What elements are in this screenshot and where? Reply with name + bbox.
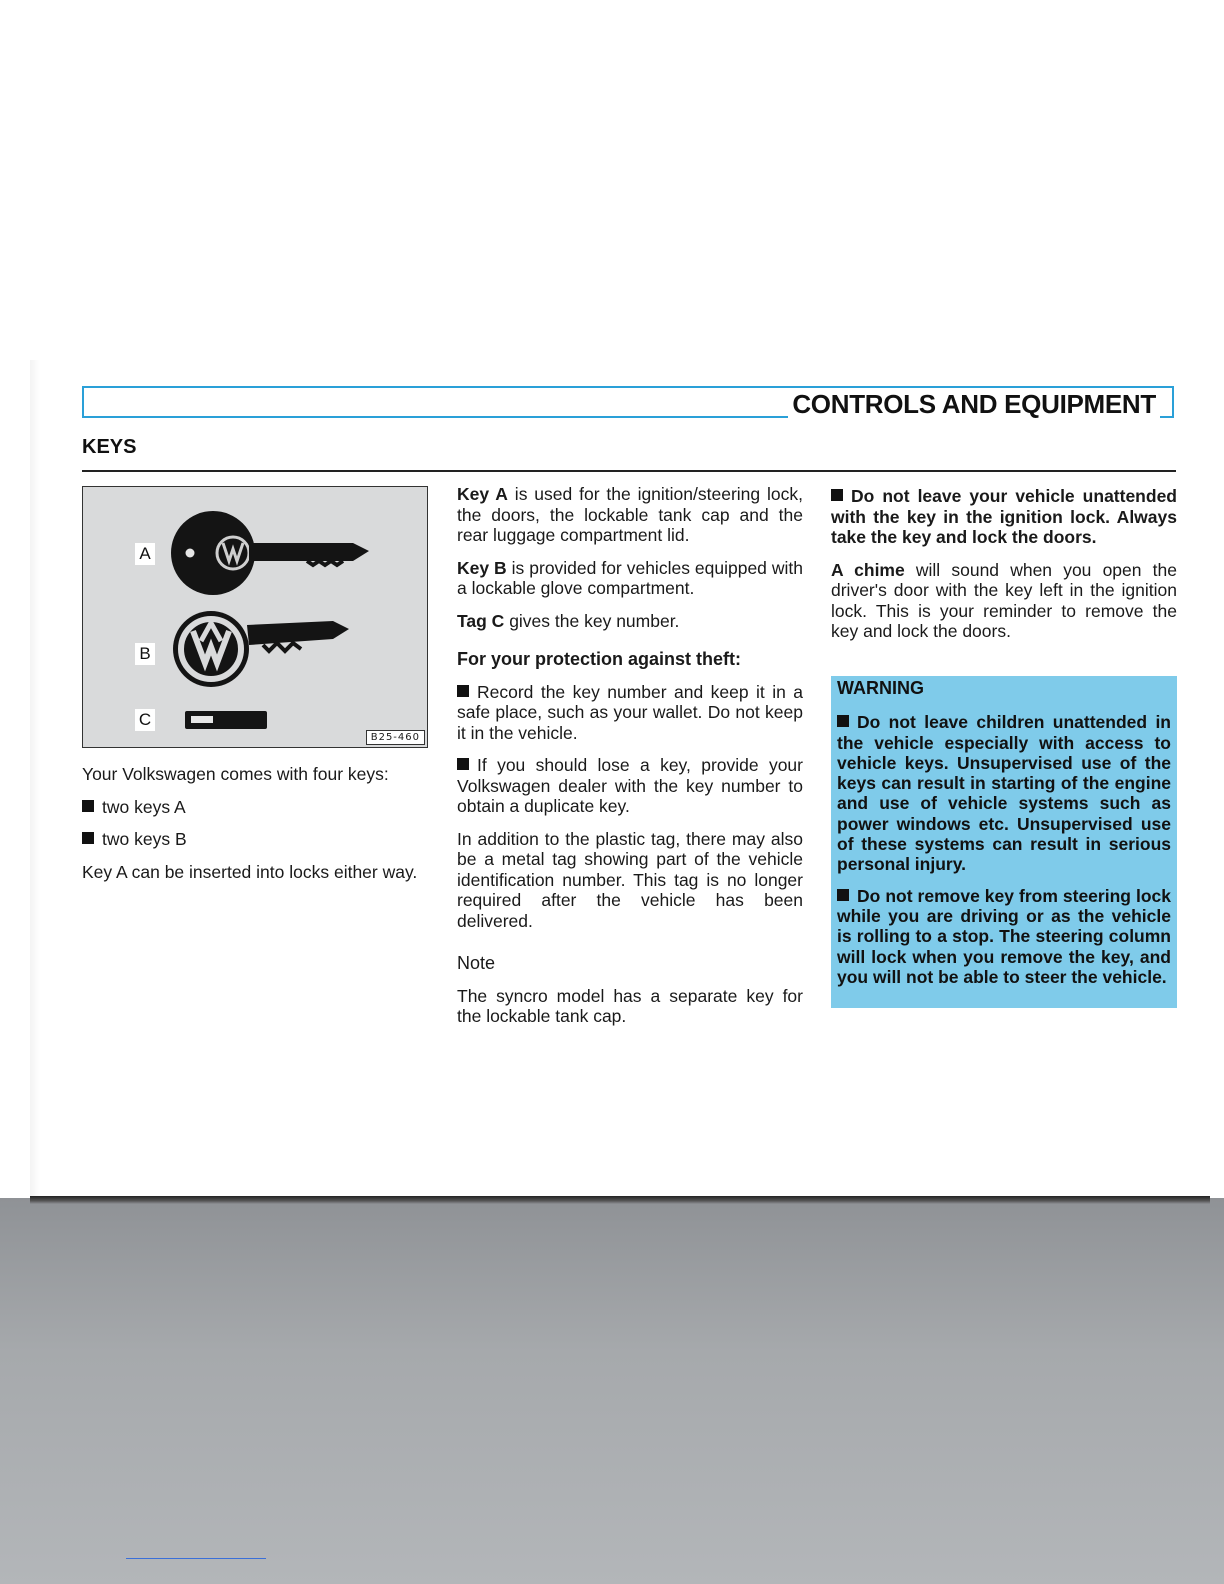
chapter-title: CONTROLS AND EQUIPMENT — [788, 389, 1160, 420]
tag-c-text: gives the key number. — [504, 610, 680, 631]
keys-figure — [82, 486, 428, 748]
warning-text: Do not leave children unattended in the vehicle especially with access to vehicle keys. Unsupervised use of the keys can result in starting of the engine and use of vehicle systems such as power windows etc. Unsupervised use of these systems can result in serious personal injury. — [837, 712, 1171, 875]
bullet-icon — [457, 758, 469, 770]
bullet-text: If you should lose a key, provide your Volkswagen dealer with the key number to obtain a duplicate key. — [457, 755, 803, 816]
list-item — [457, 755, 803, 817]
vw-key-b-icon — [173, 611, 349, 687]
chime-text: will sound when you open the driver's door with the key left in the ignition lock. This is your reminder to remove the key and lock the doors. — [831, 559, 1177, 641]
scan-artifact-line — [126, 1558, 266, 1559]
bullet-icon — [82, 800, 94, 812]
scan-background — [0, 1198, 1224, 1584]
column-3 — [831, 486, 1177, 654]
column-1 — [82, 764, 428, 894]
warning-item — [837, 886, 1171, 987]
keys-intro: Your Volkswagen comes with four keys: — [82, 764, 389, 784]
key-b-paragraph — [457, 558, 803, 599]
column-2 — [457, 484, 803, 1039]
figure-code: B25-460 — [366, 730, 425, 745]
warning-text: Do not remove key from steering lock while you are driving or as the vehicle is rolling to a stop. The steering column will lock when you remove the key, and you will not be able to steer the vehicle. — [837, 885, 1171, 987]
key-a-paragraph — [457, 484, 803, 546]
bullet-icon — [837, 889, 849, 901]
bullet-icon — [837, 715, 849, 727]
page-edge-shadow — [30, 360, 40, 1210]
key-a-text: is used for the ignition/steering lock, the doors, the lockable tank cap and the rear luggage compartment lid. — [457, 484, 803, 545]
metal-tag-paragraph: In addition to the plastic tag, there may also be a metal tag showing part of the vehicle identification number. This tag is no longer required after the vehicle has been delivered. — [457, 828, 803, 931]
key-b-text: is provided for vehicles equipped with a lockable glove compartment. — [457, 557, 803, 598]
list-item — [831, 486, 1177, 548]
bullet-icon — [831, 489, 843, 501]
bullet-icon — [457, 685, 469, 697]
section-divider — [82, 470, 1176, 472]
chapter-header — [82, 386, 1174, 418]
list-item — [82, 829, 428, 850]
figure-label-a: A — [135, 543, 155, 565]
list-item — [82, 797, 428, 818]
key-tag-c-icon — [185, 711, 267, 729]
tag-c-paragraph — [457, 611, 803, 632]
list-item — [457, 682, 803, 744]
key-b-term: Key B — [457, 557, 507, 578]
keys-illustration — [83, 487, 427, 747]
bullet-text: Record the key number and keep it in a safe place, such as your wallet. Do not keep it in the vehicle. — [457, 681, 803, 743]
bullet-text: two keys B — [102, 829, 187, 849]
bullet-icon — [82, 832, 94, 844]
note-title: Note — [457, 953, 496, 973]
warning-box — [831, 676, 1177, 1008]
vw-key-a-icon — [171, 511, 369, 595]
bullet-text: Do not leave your vehicle unattended with the key in the ignition lock. Always take the key and lock the doors. — [831, 486, 1177, 547]
warning-item — [837, 712, 1171, 874]
key-a-term: Key A — [457, 484, 508, 504]
figure-label-c: C — [135, 709, 155, 731]
note-text: The syncro model has a separate key for the lockable tank cap. — [457, 985, 803, 1026]
chime-paragraph — [831, 560, 1177, 642]
bullet-text: two keys A — [102, 796, 186, 817]
chime-term: A chime — [831, 559, 905, 580]
section-title: KEYS — [82, 436, 137, 458]
page-bottom-edge — [30, 1196, 1210, 1204]
key-a-note: Key A can be inserted into locks either way. — [82, 861, 418, 882]
tag-c-term: Tag C — [457, 610, 505, 631]
warning-title: WARNING — [837, 678, 924, 698]
theft-subhead: For your protection against theft: — [457, 649, 742, 669]
figure-label-b: B — [135, 643, 155, 665]
